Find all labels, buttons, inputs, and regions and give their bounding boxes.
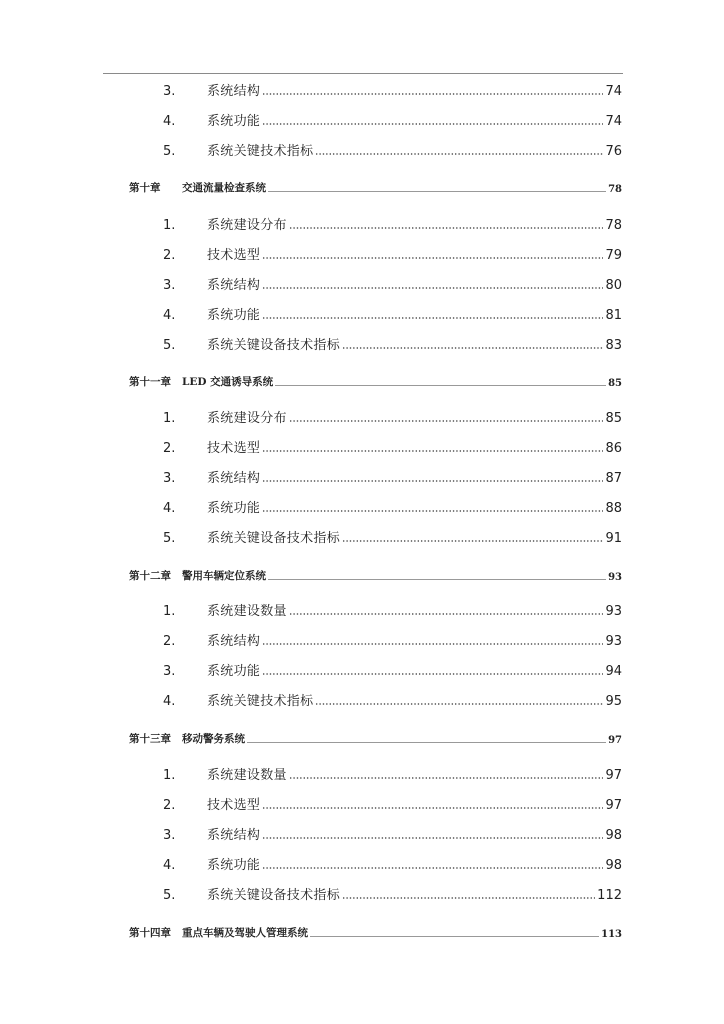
dot-leader [315,703,603,705]
dot-leader [262,673,603,675]
entry-number: 3. [163,471,176,486]
chapter-page-number: 93 [608,572,622,583]
entry-page-number: 79 [605,248,622,263]
dot-leader [262,450,603,452]
entry-number: 2. [163,798,176,813]
dot-leader [262,807,603,809]
dot-leader [275,385,606,387]
entry-title: 系统建设数量 [207,604,287,619]
dot-leader [289,613,604,615]
chapter-number: 第十章 [129,182,161,194]
entry-page-number: 94 [605,664,622,679]
entry-title: 系统功能 [207,308,261,323]
entry-page-number: 98 [605,828,622,843]
entry-title: 系统关键设备技术指标 [207,338,341,353]
dot-leader [268,579,606,581]
entry-page-number: 74 [605,114,622,129]
chapter-title: 交通流量检查系统 [182,182,266,194]
toc-entry[interactable] [163,139,622,159]
toc-entry[interactable] [163,853,622,873]
toc-chapter-entry[interactable] [129,563,622,583]
entry-title: 技术选型 [207,798,261,813]
entry-page-number: 74 [605,84,622,99]
toc-entry[interactable] [163,496,622,516]
entry-title: 技术选型 [207,248,261,263]
entry-title: 系统功能 [207,858,261,873]
chapter-number: 第十二章 [129,570,171,582]
entry-number: 1. [163,768,176,783]
entry-page-number: 91 [605,531,622,546]
entry-page-number: 83 [605,338,622,353]
toc-entry[interactable] [163,333,622,353]
entry-page-number: 76 [605,144,622,159]
entry-title: 系统功能 [207,501,261,516]
entry-page-number: 112 [597,888,622,903]
entry-number: 4. [163,308,176,323]
dot-leader [342,897,595,899]
toc-chapter-entry[interactable] [129,369,622,389]
entry-number: 2. [163,248,176,263]
toc-entry[interactable] [163,629,622,649]
dot-leader [262,93,603,95]
entry-title: 系统建设分布 [207,411,287,426]
dot-leader [342,347,603,349]
toc-entry[interactable] [163,303,622,323]
entry-title: 系统结构 [207,278,261,293]
toc-entry[interactable] [163,659,622,679]
toc-chapter-entry[interactable] [129,920,622,940]
entry-title: 系统关键设备技术指标 [207,888,341,903]
entry-number: 4. [163,858,176,873]
entry-title: 技术选型 [207,441,261,456]
dot-leader [262,837,603,839]
entry-number: 5. [163,531,176,546]
toc-entry[interactable] [163,406,622,426]
entry-title: 系统关键设备技术指标 [207,531,341,546]
chapter-page-number: 113 [601,929,622,940]
toc-entry[interactable] [163,243,622,263]
dot-leader [262,287,603,289]
entry-number: 1. [163,604,176,619]
entry-number: 4. [163,501,176,516]
dot-leader [262,480,603,482]
entry-number: 5. [163,888,176,903]
entry-number: 3. [163,84,176,99]
toc-entry[interactable] [163,79,622,99]
entry-page-number: 97 [605,768,622,783]
dot-leader [262,510,603,512]
chapter-number: 第十一章 [129,376,171,388]
entry-page-number: 93 [605,604,622,619]
entry-page-number: 80 [605,278,622,293]
entry-page-number: 87 [605,471,622,486]
dot-leader [247,742,606,744]
toc-entry[interactable] [163,763,622,783]
entry-number: 4. [163,694,176,709]
entry-number: 3. [163,278,176,293]
entry-title: 系统关键技术指标 [207,144,314,159]
entry-number: 2. [163,634,176,649]
chapter-title: 重点车辆及驾驶人管理系统 [182,927,308,939]
toc-entry[interactable] [163,793,622,813]
entry-page-number: 95 [605,694,622,709]
entry-title: 系统功能 [207,664,261,679]
entry-page-number: 88 [605,501,622,516]
entry-page-number: 97 [605,798,622,813]
dot-leader [262,257,603,259]
dot-leader [262,317,603,319]
entry-page-number: 85 [605,411,622,426]
entry-page-number: 98 [605,858,622,873]
entry-page-number: 81 [605,308,622,323]
chapter-page-number: 78 [608,184,622,195]
entry-number: 1. [163,218,176,233]
toc-entry[interactable] [163,109,622,129]
dot-leader [262,123,603,125]
toc-entry[interactable] [163,883,622,903]
chapter-number: 第十四章 [129,927,171,939]
entry-page-number: 93 [605,634,622,649]
header-rule [103,73,623,74]
entry-title: 系统结构 [207,84,261,99]
entry-title: 系统功能 [207,114,261,129]
dot-leader [315,153,603,155]
dot-leader [262,867,603,869]
dot-leader [289,420,604,422]
dot-leader [342,540,603,542]
entry-title: 系统关键技术指标 [207,694,314,709]
dot-leader [310,936,599,938]
entry-title: 系统结构 [207,634,261,649]
entry-number: 4. [163,114,176,129]
toc-chapter-entry[interactable] [129,175,622,195]
chapter-title: LED 交通诱导系统 [182,376,274,388]
entry-title: 系统建设分布 [207,218,287,233]
toc-entry[interactable] [163,526,622,546]
entry-title: 系统建设数量 [207,768,287,783]
chapter-title: 移动警务系统 [182,733,245,745]
toc-entry[interactable] [163,599,622,619]
entry-number: 3. [163,828,176,843]
chapter-page-number: 85 [608,378,622,389]
chapter-title: 警用车辆定位系统 [182,570,266,582]
chapter-number: 第十三章 [129,733,171,745]
toc-entry[interactable] [163,466,622,486]
entry-page-number: 86 [605,441,622,456]
entry-number: 5. [163,144,176,159]
dot-leader [262,643,603,645]
dot-leader [289,777,604,779]
entry-title: 系统结构 [207,471,261,486]
toc-chapter-entry[interactable] [129,726,622,746]
toc-entry[interactable] [163,273,622,293]
toc-entry[interactable] [163,213,622,233]
entry-title: 系统结构 [207,828,261,843]
entry-number: 2. [163,441,176,456]
toc-entry[interactable] [163,436,622,456]
chapter-page-number: 97 [608,735,622,746]
dot-leader [289,227,604,229]
dot-leader [268,191,606,193]
entry-page-number: 78 [605,218,622,233]
entry-number: 3. [163,664,176,679]
entry-number: 1. [163,411,176,426]
toc-entry[interactable] [163,823,622,843]
entry-number: 5. [163,338,176,353]
toc-entry[interactable] [163,689,622,709]
